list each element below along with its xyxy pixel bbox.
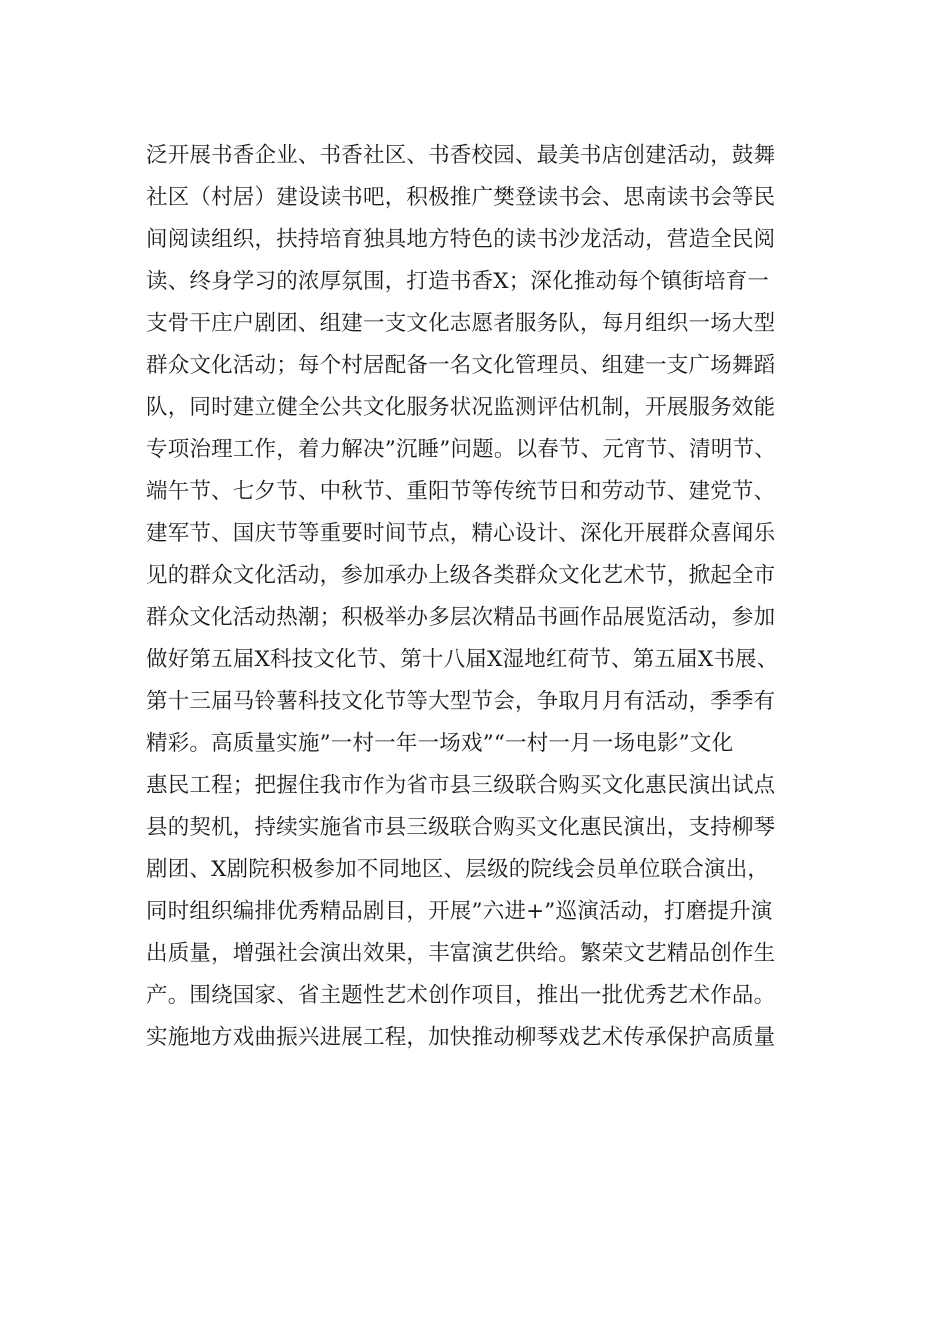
text-line: 队，同时建立健全公共文化服务状况监测评估机制，开展服务效能	[146, 395, 776, 420]
text-line: 产。围绕国家、省主题性艺术创作项目，推出一批优秀艺术作品。	[146, 983, 776, 1008]
text-line: 同时组织编排优秀精品剧目，开展”六进+”巡演活动，打磨提升演	[146, 899, 773, 924]
text-line: 精彩。高质量实施”一村一年一场戏”“一村一月一场电影”文化	[146, 731, 734, 756]
text-line: 读、终身学习的浓厚氛围，打造书香X；深化推动每个镇街培育一	[146, 269, 770, 294]
body-paragraph	[146, 135, 826, 1059]
text-line: 第十三届马铃薯科技文化节等大型节会，争取月月有活动，季季有	[146, 689, 776, 714]
text-line: 群众文化活动；每个村居配备一名文化管理员、组建一支广场舞蹈	[146, 353, 776, 378]
text-line: 实施地方戏曲振兴进展工程，加快推动柳琴戏艺术传承保护高质量	[146, 1025, 776, 1050]
text-line: 专项治理工作，着力解决”沉睡”问题。以春节、元宵节、清明节、	[146, 437, 776, 462]
text-line: 端午节、七夕节、中秋节、重阳节等传统节日和劳动节、建党节、	[146, 479, 776, 504]
text-line: 支骨干庄户剧团、组建一支文化志愿者服务队，每月组织一场大型	[146, 311, 776, 336]
text-line: 泛开展书香企业、书香社区、书香校园、最美书店创建活动，鼓舞	[146, 143, 776, 168]
text-line: 群众文化活动热潮；积极举办多层次精品书画作品展览活动，参加	[146, 605, 776, 630]
text-line: 县的契机，持续实施省市县三级联合购买文化惠民演出，支持柳琴	[146, 815, 776, 840]
text-line: 见的群众文化活动，参加承办上级各类群众文化艺术节，掀起全市	[146, 563, 776, 588]
text-line: 惠民工程；把握住我市作为省市县三级联合购买文化惠民演出试点	[146, 773, 776, 798]
text-line: 建军节、国庆节等重要时间节点，精心设计、深化开展群众喜闻乐	[146, 521, 776, 546]
text-line: 间阅读组织，扶持培育独具地方特色的读书沙龙活动，营造全民阅	[146, 227, 776, 252]
text-line: 剧团、X剧院积极参加不同地区、层级的院线会员单位联合演出，	[146, 857, 770, 882]
text-line: 出质量，增强社会演出效果，丰富演艺供给。繁荣文艺精品创作生	[146, 941, 776, 966]
text-line: 社区（村居）建设读书吧，积极推广樊登读书会、思南读书会等民	[146, 185, 776, 210]
text-line: 做好第五届X科技文化节、第十八届X湿地红荷节、第五届X书展、	[146, 647, 779, 672]
